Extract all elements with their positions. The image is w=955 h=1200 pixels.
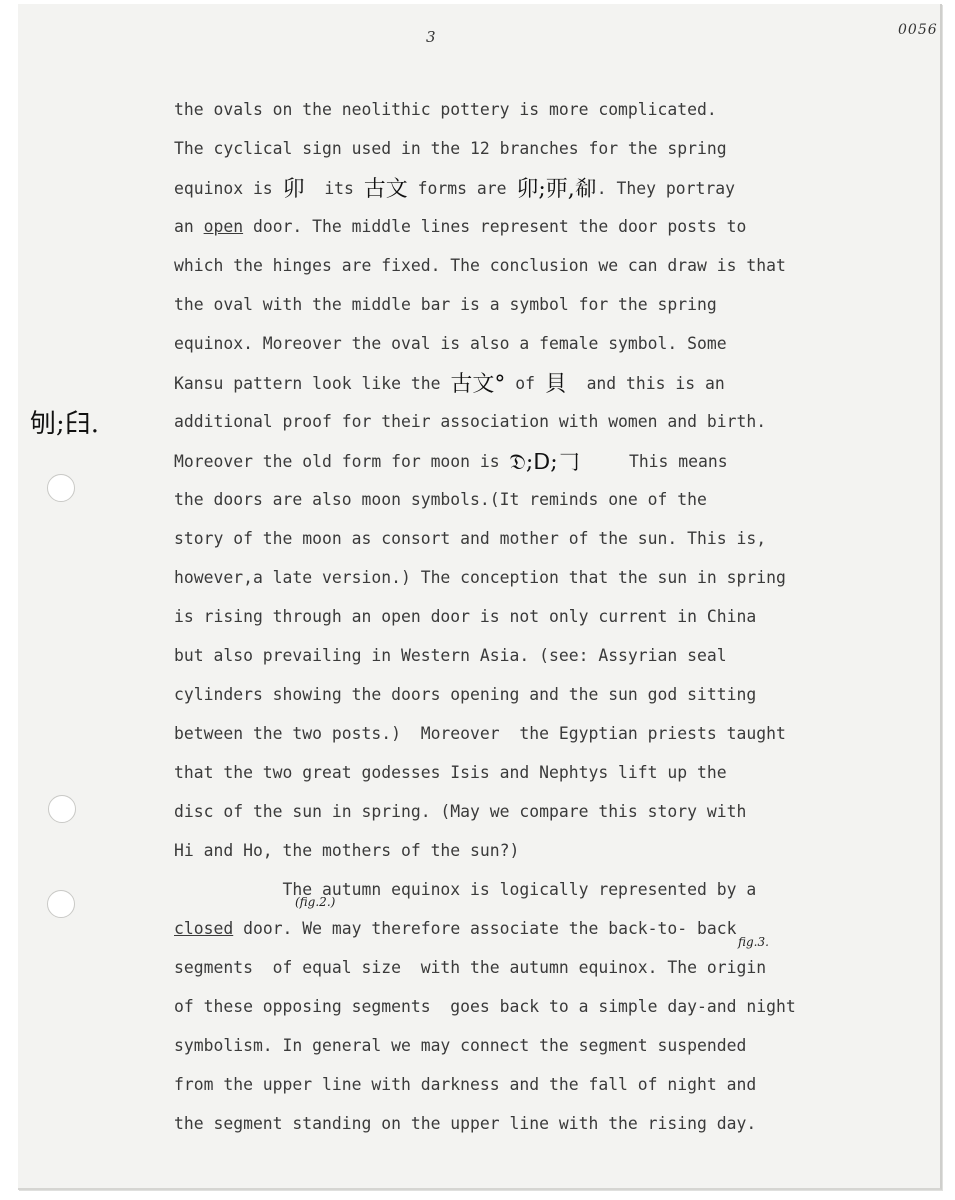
text-line: that the two great godesses Isis and Nephtys lift up the <box>174 763 727 782</box>
handwritten-glyph: 古文 <box>363 177 408 202</box>
text-line: equinox is 卯 its 古文 forms are 卯;丣,𠨚. They portray <box>174 177 735 202</box>
punch-hole <box>48 795 76 823</box>
text-line: equinox. Moreover the oval is also a female symbol. Some <box>174 334 727 353</box>
handwritten-glyph: 𝔇;ᗞ;𠃌 <box>509 450 580 475</box>
text-line: segments of equal size with the autumn equinox. The origin <box>174 958 767 977</box>
handwritten-glyph: 古文° <box>450 372 506 397</box>
text-line: Hi and Ho, the mothers of the sun?) <box>174 841 520 860</box>
text-line: disc of the sun in spring. (May we compare this story with <box>174 802 747 821</box>
margin-handwritten-glyphs: 𠛎;𦥑. <box>30 409 100 439</box>
text-line: from the upper line with darkness and the fall of night and <box>174 1075 757 1094</box>
typed-body-text <box>174 97 934 1150</box>
text-line: symbolism. In general we may connect the segment suspended <box>174 1036 747 1055</box>
fig3-annotation: fig.3. <box>738 935 769 949</box>
text-line: of these opposing segments goes back to a simple day-and night <box>174 997 796 1016</box>
text-line: the ovals on the neolithic pottery is more complicated. <box>174 100 717 119</box>
text-line: an open door. The middle lines represent the door posts to <box>174 217 747 236</box>
archive-id: 0056 <box>898 22 938 38</box>
text-line: The autumn equinox is logically represented by a <box>174 880 757 899</box>
text-line: the oval with the middle bar is a symbol for the spring <box>174 295 717 314</box>
text-line: Kansu pattern look like the 古文° of 貝 and this is an <box>174 372 725 397</box>
handwritten-glyph: 卯;丣,𠨚 <box>516 177 597 202</box>
fig2-annotation: (fig.2.) <box>295 895 336 909</box>
text-line: the segment standing on the upper line with the rising day. <box>174 1114 757 1133</box>
underlined-word: open <box>203 217 244 236</box>
page-number: 3 <box>426 28 436 46</box>
punch-hole <box>47 474 75 502</box>
text-line: however,a late version.) The conception that the sun in spring <box>174 568 786 587</box>
text-line: Moreover the old form for moon is 𝔇;ᗞ;𠃌 This means <box>174 450 728 475</box>
text-line: story of the moon as consort and mother of the sun. This is, <box>174 529 767 548</box>
text-line: the doors are also moon symbols.(It reminds one of the <box>174 490 707 509</box>
text-line: closed door. We may therefore associate the back-to- back <box>174 919 737 938</box>
handwritten-glyph: 卯 <box>282 177 305 202</box>
underlined-word: closed <box>174 919 234 938</box>
text-line: cylinders showing the doors opening and the sun god sitting <box>174 685 757 704</box>
text-line: The cyclical sign used in the 12 branches for the spring <box>174 139 727 158</box>
text-line: between the two posts.) Moreover the Egyptian priests taught <box>174 724 786 743</box>
text-line: additional proof for their association with women and birth. <box>174 412 767 431</box>
punch-hole <box>47 890 75 918</box>
handwritten-glyph: 貝 <box>544 372 567 397</box>
text-line: is rising through an open door is not only current in China <box>174 607 757 626</box>
text-line: but also prevailing in Western Asia. (see: Assyrian seal <box>174 646 727 665</box>
text-line: which the hinges are fixed. The conclusion we can draw is that <box>174 256 786 275</box>
